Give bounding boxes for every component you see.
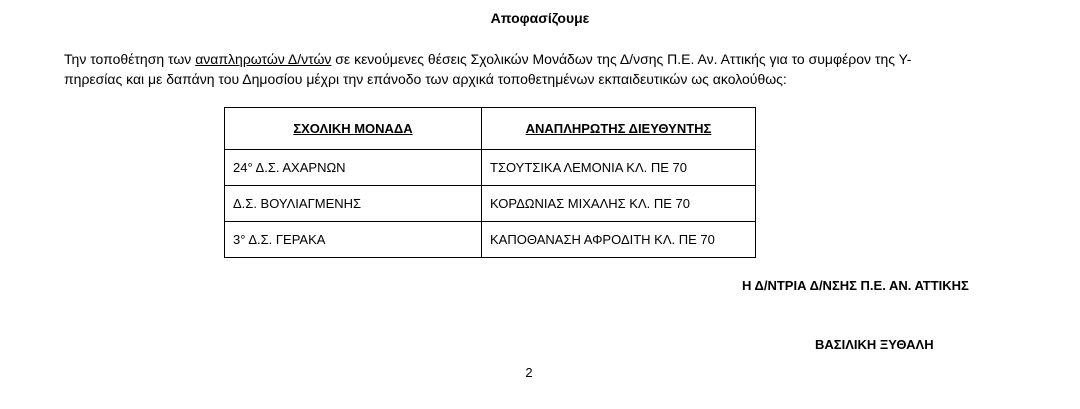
decision-heading: Αποφασίζουμε [490, 10, 590, 26]
cell-director: ΚΟΡΔΩΝΙΑΣ ΜΙΧΑΛΗΣ ΚΛ. ΠΕ 70 [482, 186, 756, 222]
cell-director: ΤΣΟΥΤΣΙΚΑ ΛΕΜΟΝΙΑ ΚΛ. ΠΕ 70 [482, 150, 756, 186]
cell-school: Δ.Σ. ΒΟΥΛΙΑΓΜΕΝΗΣ [225, 186, 482, 222]
cell-school: 24° Δ.Σ. ΑΧΑΡΝΩΝ [225, 150, 482, 186]
decision-paragraph [64, 49, 984, 89]
assignment-table [224, 107, 756, 258]
signature-name: ΒΑΣΙΛΙΚΗ ΞΥΘΑΛΗ [815, 337, 934, 352]
page-number: 2 [525, 365, 533, 380]
table-row [225, 222, 756, 258]
signature-title: Η Δ/ΝΤΡΙΑ Δ/ΝΣΗΣ Π.Ε. ΑΝ. ΑΤΤΙΚΗΣ [742, 278, 969, 293]
header-school-unit: ΣΧΟΛΙΚΗ ΜΟΝΑΔΑ [225, 108, 482, 150]
paragraph-line-2: πηρεσίας και με δαπάνη του Δημοσίου μέχρι την επάνοδο των αρχικά τοποθετημένων εκπαιδευτικών ως ακολούθως: [64, 71, 787, 87]
paragraph-text-end: σε κενούμενες θέσεις Σχολικών Μονάδων της Δ/νσης Π.Ε. Αν. Αττικής για το συμφέρον της Υ- [331, 51, 912, 67]
paragraph-text-start: Την τοποθέτηση των [64, 51, 196, 67]
header-acting-director: ΑΝΑΠΛΗΡΩΤΗΣ ΔΙΕΥΘΥΝΤΗΣ [482, 108, 756, 150]
paragraph-underlined-text: αναπληρωτών Δ/ντών [195, 51, 332, 67]
cell-director: ΚΑΠΟΘΑΝΑΣΗ ΑΦΡΟΔΙΤΗ ΚΛ. ΠΕ 70 [482, 222, 756, 258]
table-row [225, 186, 756, 222]
table-row [225, 150, 756, 186]
cell-school: 3° Δ.Σ. ΓΕΡΑΚΑ [225, 222, 482, 258]
table-header-row [225, 108, 756, 150]
